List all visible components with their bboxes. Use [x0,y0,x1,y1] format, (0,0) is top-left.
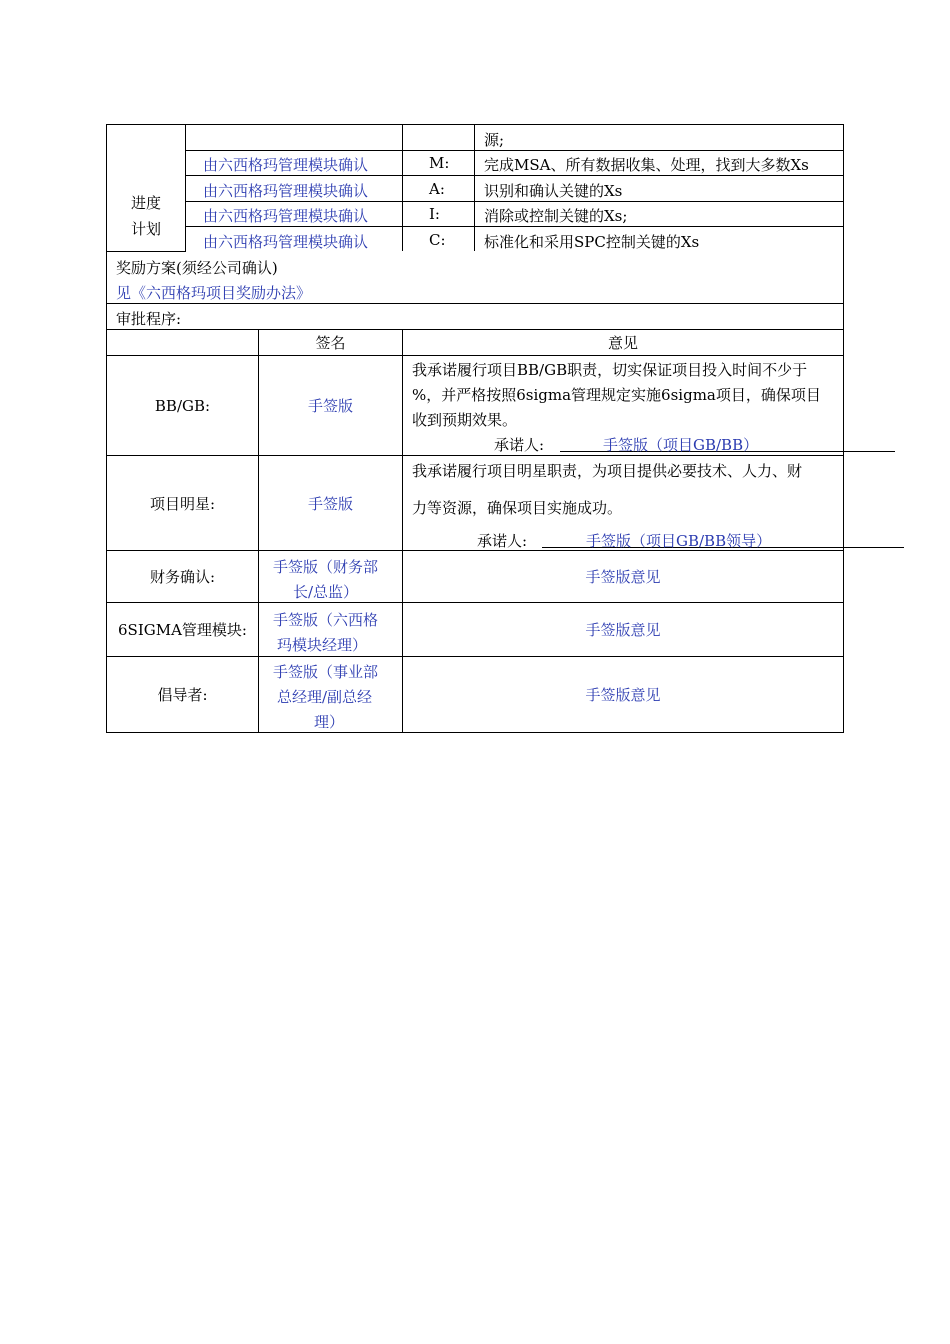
finance-signature-line2: 长/总监） [293,583,359,601]
progress-row-desc: 标准化和采用SPC控制关键的Xs [484,233,700,251]
header-sign: 签名 [315,334,346,352]
progress-label-line1: 进度 [131,194,162,212]
divider [107,303,843,304]
star-signature: 手签版 [307,494,353,513]
progress-row-desc: 识别和确认关键的Xs [484,182,623,200]
reward-title: 奖励方案(须经公司确认) [116,259,278,277]
sigma-opinion: 手签版意见 [585,621,661,639]
progress-row-desc: 源; [484,131,505,149]
bbgb-promiser-value: 手签版（项目GB/BB） [603,436,759,454]
progress-row-phase: C: [429,231,446,249]
progress-row-owner: 由六西格玛管理模块确认 [203,207,369,225]
approval-title: 审批程序: [116,310,182,328]
progress-row-desc: 完成MSA、所有数据收集、处理，找到大多数Xs [484,156,809,174]
progress-label-line2: 计划 [131,220,162,238]
progress-row-owner: 由六西格玛管理模块确认 [203,156,369,174]
finance-signature-line1: 手签版（财务部 [273,558,379,576]
sigma-signature-line2: 玛模块经理） [277,636,368,654]
progress-row-desc: 消除或控制关键的Xs; [484,207,628,225]
star-role: 项目明星: [149,494,216,513]
bbgb-signature: 手签版 [307,397,353,415]
bbgb-promise-line2: %，并严格按照6sigma管理规定实施6sigma项目，确保项目 [412,386,821,404]
progress-row-phase: M: [429,154,450,172]
sponsor-signature-line3: 理） [314,713,345,731]
progress-row-phase: I: [429,205,440,223]
sponsor-signature-line2: 总经理/副总经 [277,688,373,706]
bbgb-promise-line1: 我承诺履行项目BB/GB职责，切实保证项目投入时间不少于 [412,361,808,379]
star-promiser-value: 手签版（项目GB/BB领导） [586,532,772,550]
sponsor-opinion: 手签版意见 [585,686,661,704]
star-promise-line2: 力等资源，确保项目实施成功。 [412,499,623,517]
bbgb-promiser-label: 承诺人: [494,436,545,454]
finance-role: 财务确认: [149,568,216,586]
progress-row-phase: A: [429,180,445,198]
sigma-signature-line1: 手签版（六西格 [273,611,379,629]
sponsor-role: 倡导者: [157,686,208,704]
header-opinion: 意见 [607,334,638,352]
star-promise-line1: 我承诺履行项目明星职责，为项目提供必要技术、人力、财 [412,462,803,480]
finance-opinion: 手签版意见 [585,568,661,586]
sigma-role: 6SIGMA管理模块: [118,621,247,639]
bbgb-role: BB/GB: [154,396,211,415]
star-promiser-label: 承诺人: [477,532,528,550]
progress-row-owner: 由六西格玛管理模块确认 [203,182,369,200]
progress-row-owner: 由六西格玛管理模块确认 [203,233,369,251]
bbgb-promise-line3: 收到预期效果。 [412,411,518,429]
reward-reference-link[interactable]: 见《六西格玛项目奖励办法》 [116,284,312,302]
sponsor-signature-line1: 手签版（事业部 [273,663,379,681]
